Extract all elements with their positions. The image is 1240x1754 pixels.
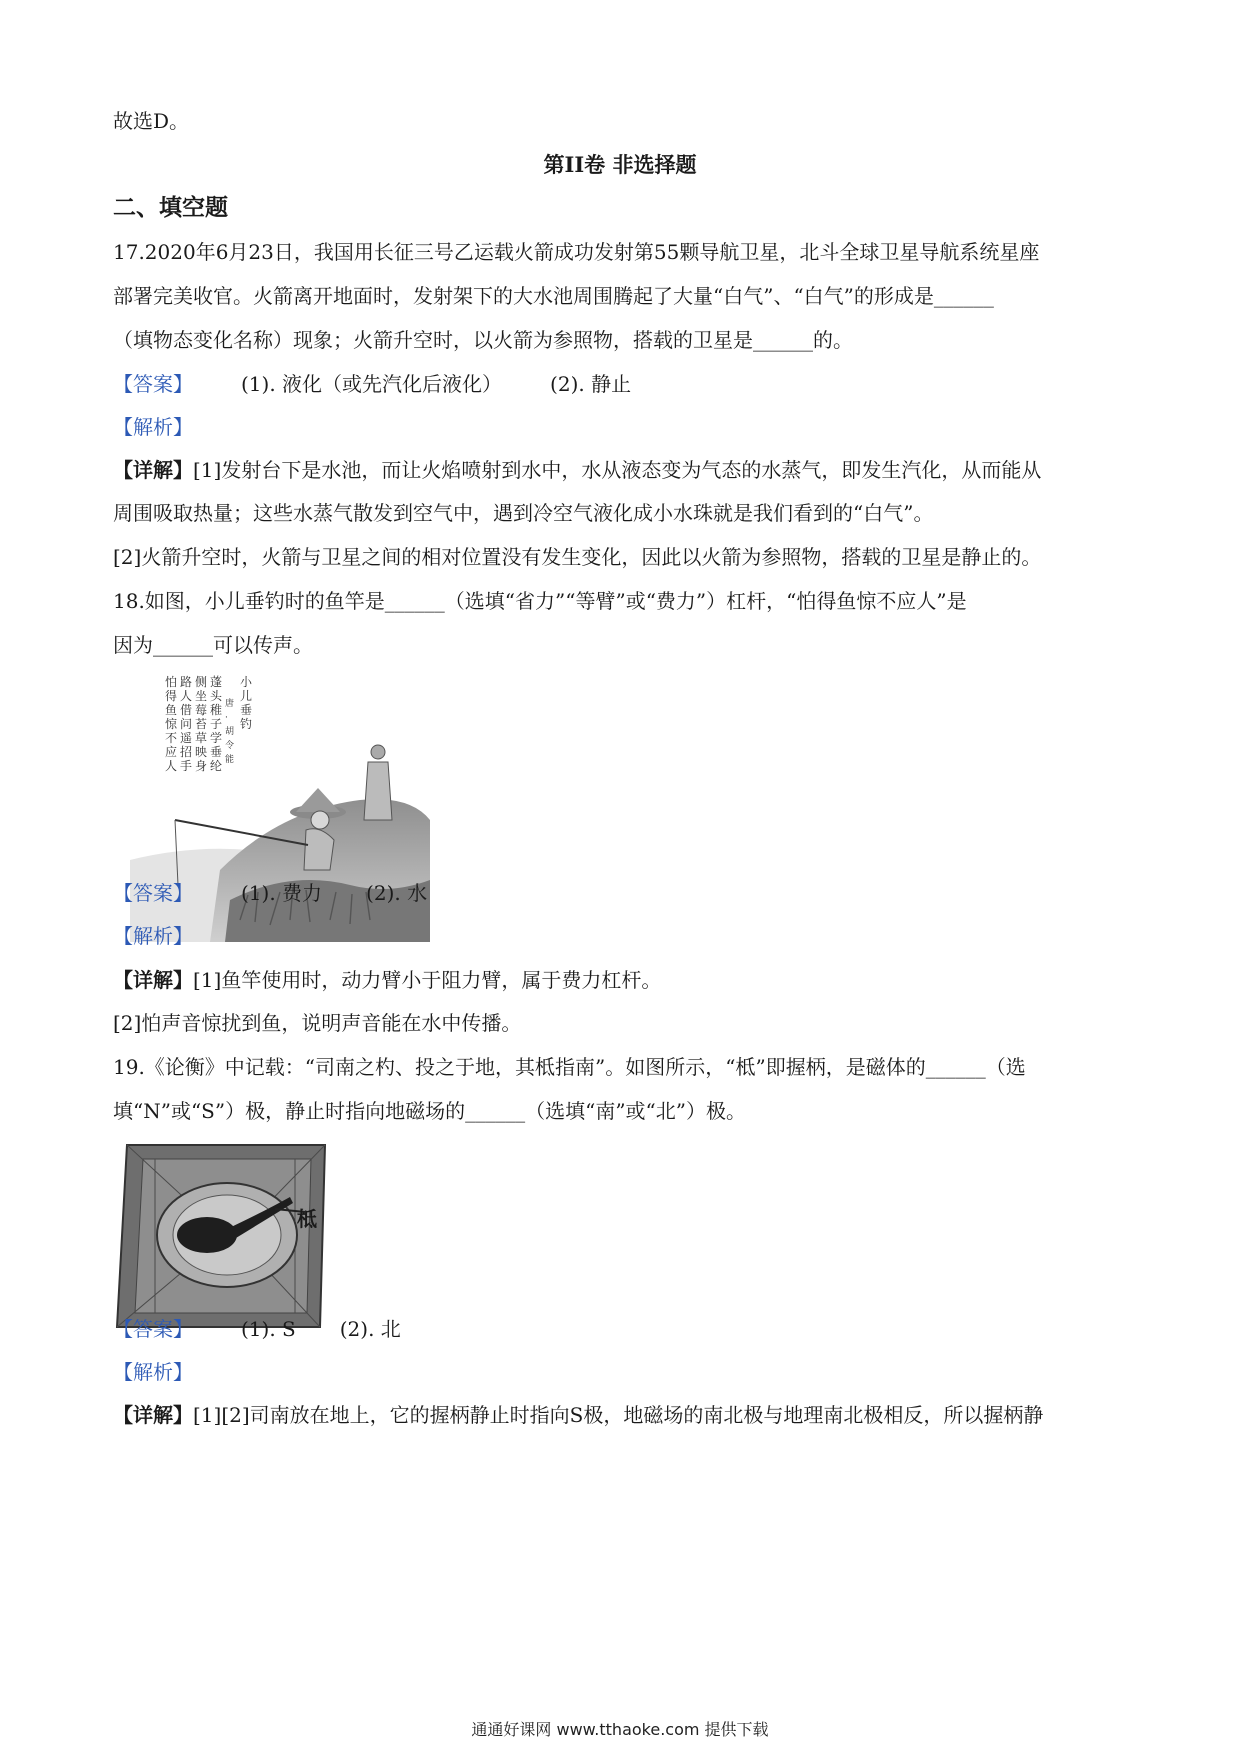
part-title: 二、填空题 bbox=[113, 194, 228, 221]
q17-answer-row bbox=[113, 370, 631, 398]
detail-label: 【详解】 bbox=[113, 968, 193, 992]
answer-label: 【答案】 bbox=[113, 1317, 193, 1341]
detail-text: [1]鱼竿使用时，动力臂小于阻力臂，属于费力杠杆。 bbox=[193, 968, 662, 992]
q17-line-3: （填物态变化名称）现象；火箭升空时，以火箭为参照物，搭载的卫星是______的。 bbox=[113, 328, 853, 352]
answer-1: (1). S bbox=[241, 1317, 296, 1341]
poem-column: 小儿垂钓 bbox=[240, 675, 253, 731]
answer-2: (2). 北 bbox=[339, 1317, 401, 1341]
answer-label: 【答案】 bbox=[113, 881, 193, 905]
q17-detail-3: [2]火箭升空时，火箭与卫星之间的相对位置没有发生变化，因此以火箭为参照物，搭载的卫星是静止的。 bbox=[113, 545, 1042, 569]
q17-line-1: 17.2020年6月23日，我国用长征三号乙运载火箭成功发射第55颗导航卫星，北斗全球卫星导航系统星座 bbox=[113, 240, 1040, 264]
q19-line-2: 填“N”或“S”）极，静止时指向地磁场的______（选填“南”或“北”）极。 bbox=[113, 1099, 746, 1123]
poem-column: 侧坐莓苔草映身 bbox=[195, 675, 208, 773]
detail-label: 【详解】 bbox=[113, 458, 193, 482]
detail-label: 【详解】 bbox=[113, 1403, 193, 1427]
q17-detail-1 bbox=[113, 456, 1041, 484]
sinan-illustration bbox=[115, 1137, 365, 1337]
poem-column: 怕得鱼惊不应人 bbox=[165, 675, 178, 773]
q18-detail-1 bbox=[113, 966, 661, 994]
q19-line-1: 19.《论衡》中记载：“司南之杓、投之于地，其柢指南”。如图所示，“柢”即握柄，是磁体的______（选 bbox=[113, 1055, 1026, 1079]
q19-answer-row bbox=[113, 1315, 401, 1343]
q18-line-1: 18.如图，小儿垂钓时的鱼竿是______（选填“省力”“等臂”或“费力”）杠杆，“怕得鱼惊不应人”是 bbox=[113, 589, 967, 613]
sinan-compass-figure bbox=[115, 1137, 365, 1337]
answer-1: (1). 液化（或先汽化后液化） bbox=[241, 372, 503, 396]
answer-1: (1). 费力 bbox=[241, 881, 323, 905]
handle-label: 柢 bbox=[297, 1207, 317, 1231]
poem-column: 路人借问遥招手 bbox=[180, 675, 193, 773]
poem-column: 唐·胡令能 bbox=[225, 699, 235, 765]
q17-detail-2: 周围吸取热量；这些水蒸气散发到空气中，遇到冷空气液化成小水珠就是我们看到的“白气”。 bbox=[113, 501, 934, 525]
answer-label: 【答案】 bbox=[113, 372, 193, 396]
q18-answer-row bbox=[113, 879, 427, 907]
q18-line-2: 因为______可以传声。 bbox=[113, 633, 313, 657]
q18-detail-2: [2]怕声音惊扰到鱼，说明声音能在水中传播。 bbox=[113, 1011, 522, 1035]
section-title: 第II卷 非选择题 bbox=[543, 152, 697, 177]
q19-detail-1 bbox=[113, 1401, 1043, 1429]
page-footer: 通通好课网 www.tthaoke.com 提供下载 bbox=[471, 1720, 769, 1739]
detail-text: [1][2]司南放在地上，它的握柄静止时指向S极，地磁场的南北极与地理南北极相反，所以握柄静 bbox=[193, 1403, 1044, 1427]
analysis-label: 【解析】 bbox=[113, 1360, 193, 1384]
analysis-label: 【解析】 bbox=[113, 924, 193, 948]
closing-statement: 故选D。 bbox=[113, 109, 190, 133]
poem-column: 蓬头稚子学垂纶 bbox=[210, 675, 223, 773]
q17-line-2: 部署完美收官。火箭离开地面时，发射架下的大水池周围腾起了大量“白气”、“白气”的形成是______ bbox=[113, 284, 994, 308]
answer-2: (2). 水 bbox=[366, 881, 428, 905]
detail-text: [1]发射台下是水池，而让火焰喷射到水中，水从液态变为气态的水蒸气，即发生汽化，从而能从 bbox=[193, 458, 1042, 482]
analysis-label: 【解析】 bbox=[113, 415, 193, 439]
answer-2: (2). 静止 bbox=[550, 372, 632, 396]
